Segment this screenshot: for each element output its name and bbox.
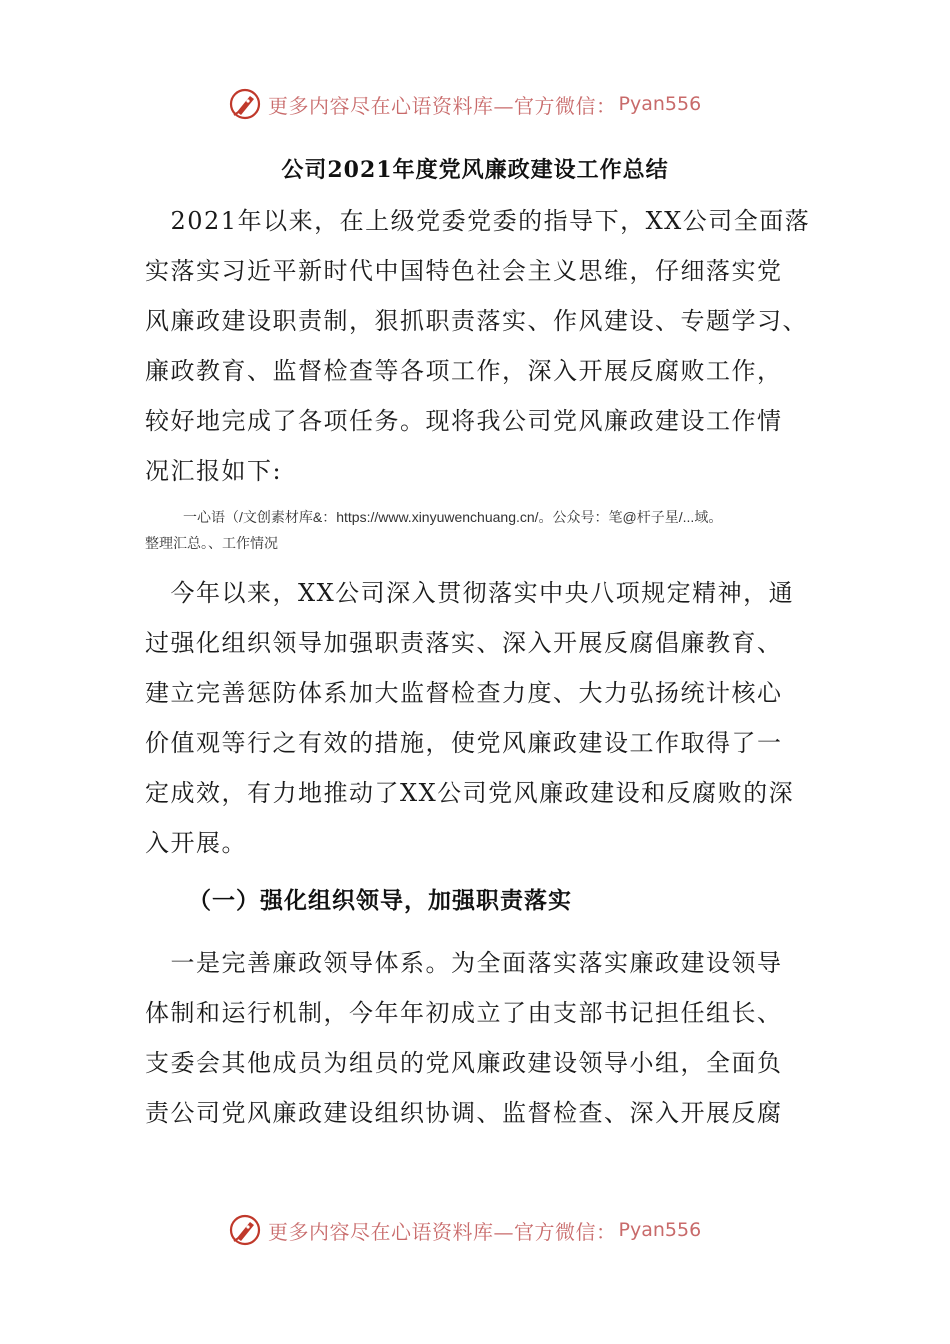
pen-nib-logo-icon xyxy=(228,1213,262,1247)
paragraph-line: 况汇报如下: xyxy=(145,457,283,485)
paragraph-line: 定成效，有力地推动了XX公司党风廉政建设和反腐败的深 xyxy=(145,779,795,807)
paragraph-line: 建立完善惩防体系加大监督检查力度、大力弘扬统计核心 xyxy=(145,679,783,707)
watermark-wechat-id: Pyan556 xyxy=(618,1219,702,1241)
paragraph-line: 2021年以来，在上级党委党委的指导下，XX公司全面落 xyxy=(145,207,811,235)
paragraph-line: 实落实习近平新时代中国特色社会主义思维，仔细落实党 xyxy=(145,257,783,285)
intro-paragraph xyxy=(145,196,815,496)
paragraph-line: 较好地完成了各项任务。现将我公司党风廉政建设工作情 xyxy=(145,407,783,435)
paragraph-line: 体制和运行机制，今年年初成立了由支部书记担任组长、 xyxy=(145,999,783,1027)
note-line: 一心语（/文创素材库&：https://www.xinyuwenchuang.cn/。公众号：笔@杆子星/...域。 xyxy=(183,509,723,525)
source-note xyxy=(145,504,845,556)
paragraph-line: 今年以来，XX公司深入贯彻落实中央八项规定精神，通 xyxy=(145,579,795,607)
watermark-text: 更多内容尽在心语资料库—官方微信： xyxy=(268,1219,617,1244)
paragraph-line: 廉政教育、监督检查等各项工作，深入开展反腐败工作， xyxy=(145,357,783,385)
section-heading: （一）强化组织领导，加强职责落实 xyxy=(188,887,572,914)
watermark-wechat-id: Pyan556 xyxy=(618,93,702,115)
header-watermark xyxy=(228,84,748,124)
paragraph-line: 过强化组织领导加强职责落实、深入开展反腐倡廉教育、 xyxy=(145,629,783,657)
summary-paragraph xyxy=(145,568,815,868)
watermark-text: 更多内容尽在心语资料库—官方微信： xyxy=(268,93,617,118)
paragraph-line: 风廉政建设职责制，狠抓职责落实、作风建设、专题学习、 xyxy=(145,307,808,335)
paragraph-line: 价值观等行之有效的措施，使党风廉政建设工作取得了一 xyxy=(145,729,783,757)
paragraph-line: 支委会其他成员为组员的党风廉政建设领导小组，全面负 xyxy=(145,1049,783,1077)
paragraph-line: 入开展。 xyxy=(145,829,247,857)
note-line: 整理汇总。、工作情况 xyxy=(145,535,278,551)
paragraph-line: 一是完善廉政领导体系。为全面落实落实廉政建设领导 xyxy=(145,949,783,977)
section-paragraph xyxy=(145,938,815,1138)
pen-nib-logo-icon xyxy=(228,87,262,121)
document-title: 公司2021年度党风廉政建设工作总结 xyxy=(281,157,669,183)
footer-watermark xyxy=(228,1210,748,1250)
paragraph-line: 责公司党风廉政建设组织协调、监督检查、深入开展反腐 xyxy=(145,1099,783,1127)
